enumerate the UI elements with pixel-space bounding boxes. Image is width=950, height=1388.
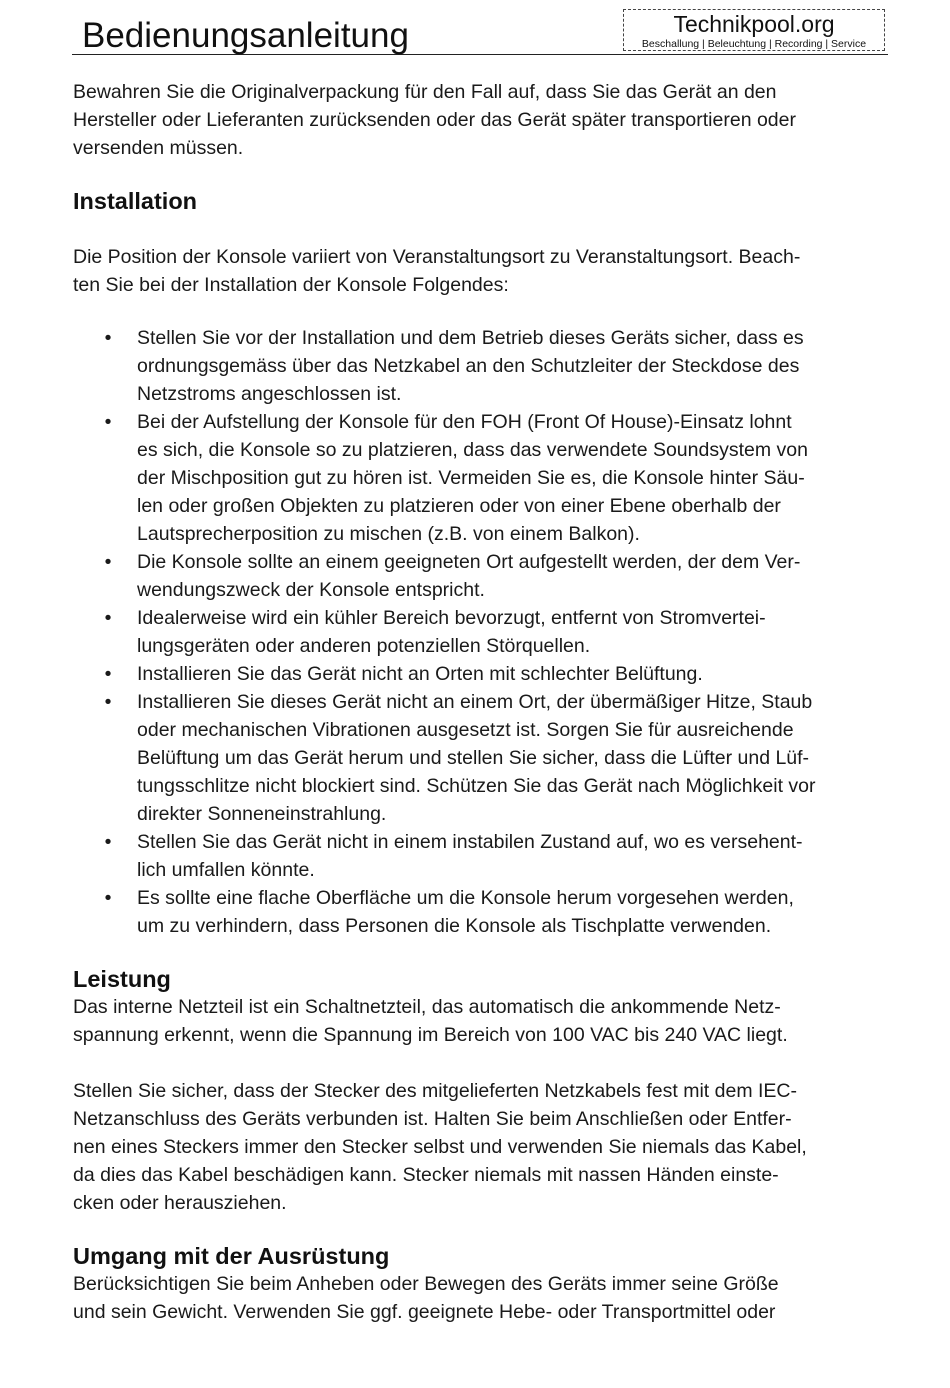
list-item [73, 660, 881, 688]
list-item [73, 688, 881, 828]
text-line: spannung erkennt, wenn die Spannung im Bereich von 100 VAC bis 240 VAC liegt. [73, 1024, 788, 1046]
brand-tagline: Beschallung | Beleuchtung | Recording | Service [641, 38, 867, 50]
text-line: Lautsprecherposition zu mischen (z.B. von einem Balkon). [137, 523, 640, 545]
text-line: es sich, die Konsole so zu platzieren, dass das verwendete Soundsystem von [137, 439, 808, 461]
section-heading-leistung: Leistung [73, 966, 171, 992]
text-line: lich umfallen könnte. [137, 859, 315, 881]
text-line: um zu verhindern, dass Personen die Konsole als Tischplatte verwenden. [137, 915, 772, 937]
text-line: oder mechanischen Vibrationen ausgesetzt ist. Sorgen Sie für ausreichende [137, 719, 794, 741]
text-line: nen eines Steckers immer den Stecker selbst und verwenden Sie niemals das Kabel, [73, 1136, 807, 1158]
bullet-icon: • [104, 327, 112, 349]
document-title: Bedienungsanleitung [82, 16, 409, 55]
leistung-paragraph-2 [73, 1077, 881, 1217]
section-heading-installation: Installation [73, 188, 198, 214]
text-line: da dies das Kabel beschädigen kann. Stecker niemals mit nassen Händen einste- [73, 1164, 779, 1186]
text-line: Stellen Sie sicher, dass der Stecker des mitgelieferten Netzkabels fest mit dem IEC- [73, 1080, 797, 1102]
text-line: cken oder herausziehen. [73, 1192, 287, 1214]
leistung-paragraph-1 [73, 993, 881, 1049]
text-line: und sein Gewicht. Verwenden Sie ggf. geeignete Hebe- oder Transportmittel oder [73, 1301, 776, 1323]
brand-logo [623, 9, 885, 51]
list-item [73, 604, 881, 660]
text-line: Es sollte eine flache Oberfläche um die Konsole herum vorgesehen werden, [137, 887, 794, 909]
text-line: ten Sie bei der Installation der Konsole Folgendes: [73, 274, 509, 296]
bullet-icon: • [104, 663, 112, 685]
text-line: Berücksichtigen Sie beim Anheben oder Bewegen des Geräts immer seine Größe [73, 1273, 779, 1295]
text-line: Installieren Sie dieses Gerät nicht an einem Ort, der übermäßiger Hitze, Staub [137, 691, 813, 713]
list-item [73, 828, 881, 884]
intro-paragraph [73, 78, 881, 162]
text-line: Bewahren Sie die Originalverpackung für den Fall auf, dass Sie das Gerät an den [73, 81, 777, 103]
list-item [73, 548, 881, 604]
text-line: Hersteller oder Lieferanten zurücksenden oder das Gerät später transportieren oder [73, 109, 796, 131]
text-line: Idealerweise wird ein kühler Bereich bevorzugt, entfernt von Stromvertei- [137, 607, 766, 629]
bullet-icon: • [104, 887, 112, 909]
text-line: Netzanschluss des Geräts verbunden ist. Halten Sie beim Anschließen oder Entfer- [73, 1108, 792, 1130]
bullet-icon: • [104, 831, 112, 853]
list-item [73, 408, 881, 548]
text-line: len oder großen Objekten zu platzieren oder von einer Ebene oberhalb der [137, 495, 781, 517]
text-line: direkter Sonneneinstrahlung. [137, 803, 387, 825]
text-line: ordnungsgemäss über das Netzkabel an den Schutzleiter der Steckdose des [137, 355, 800, 377]
text-line: Stellen Sie das Gerät nicht in einem instabilen Zustand auf, wo es versehent- [137, 831, 803, 853]
bullet-icon: • [104, 607, 112, 629]
text-line: Installieren Sie das Gerät nicht an Orten mit schlechter Belüftung. [137, 663, 703, 685]
text-line: Die Konsole sollte an einem geeigneten Ort aufgestellt werden, der dem Ver- [137, 551, 801, 573]
section-heading-umgang: Umgang mit der Ausrüstung [73, 1243, 390, 1269]
installation-paragraph [73, 243, 881, 299]
installation-bullet-list [73, 324, 881, 940]
text-line: Bei der Aufstellung der Konsole für den FOH (Front Of House)-Einsatz lohnt [137, 411, 792, 433]
umgang-paragraph [73, 1270, 881, 1326]
document-body [73, 78, 881, 1326]
text-line: Stellen Sie vor der Installation und dem Betrieb dieses Geräts sicher, dass es [137, 327, 804, 349]
brand-name: Technikpool.org [673, 11, 835, 37]
text-line: versenden müssen. [73, 137, 244, 159]
bullet-icon: • [104, 411, 112, 433]
text-line: der Mischposition gut zu hören ist. Vermeiden Sie es, die Konsole hinter Säu- [137, 467, 805, 489]
text-line: Die Position der Konsole variiert von Veranstaltungsort zu Veranstaltungsort. Beach- [73, 246, 801, 268]
text-line: Das interne Netzteil ist ein Schaltnetzteil, das automatisch die ankommende Netz- [73, 996, 781, 1018]
page-header [72, 6, 888, 55]
text-line: tungsschlitze nicht blockiert sind. Schützen Sie das Gerät nach Möglichkeit vor [137, 775, 816, 797]
text-line: Belüftung um das Gerät herum und stellen Sie sicher, dass die Lüfter und Lüf- [137, 747, 810, 769]
bullet-icon: • [104, 551, 112, 573]
list-item [73, 324, 881, 408]
text-line: wendungszweck der Konsole entspricht. [137, 579, 485, 601]
text-line: lungsgeräten oder anderen potenziellen Störquellen. [137, 635, 591, 657]
bullet-icon: • [104, 691, 112, 713]
text-line: Netzstroms angeschlossen ist. [137, 383, 402, 405]
list-item [73, 884, 881, 940]
